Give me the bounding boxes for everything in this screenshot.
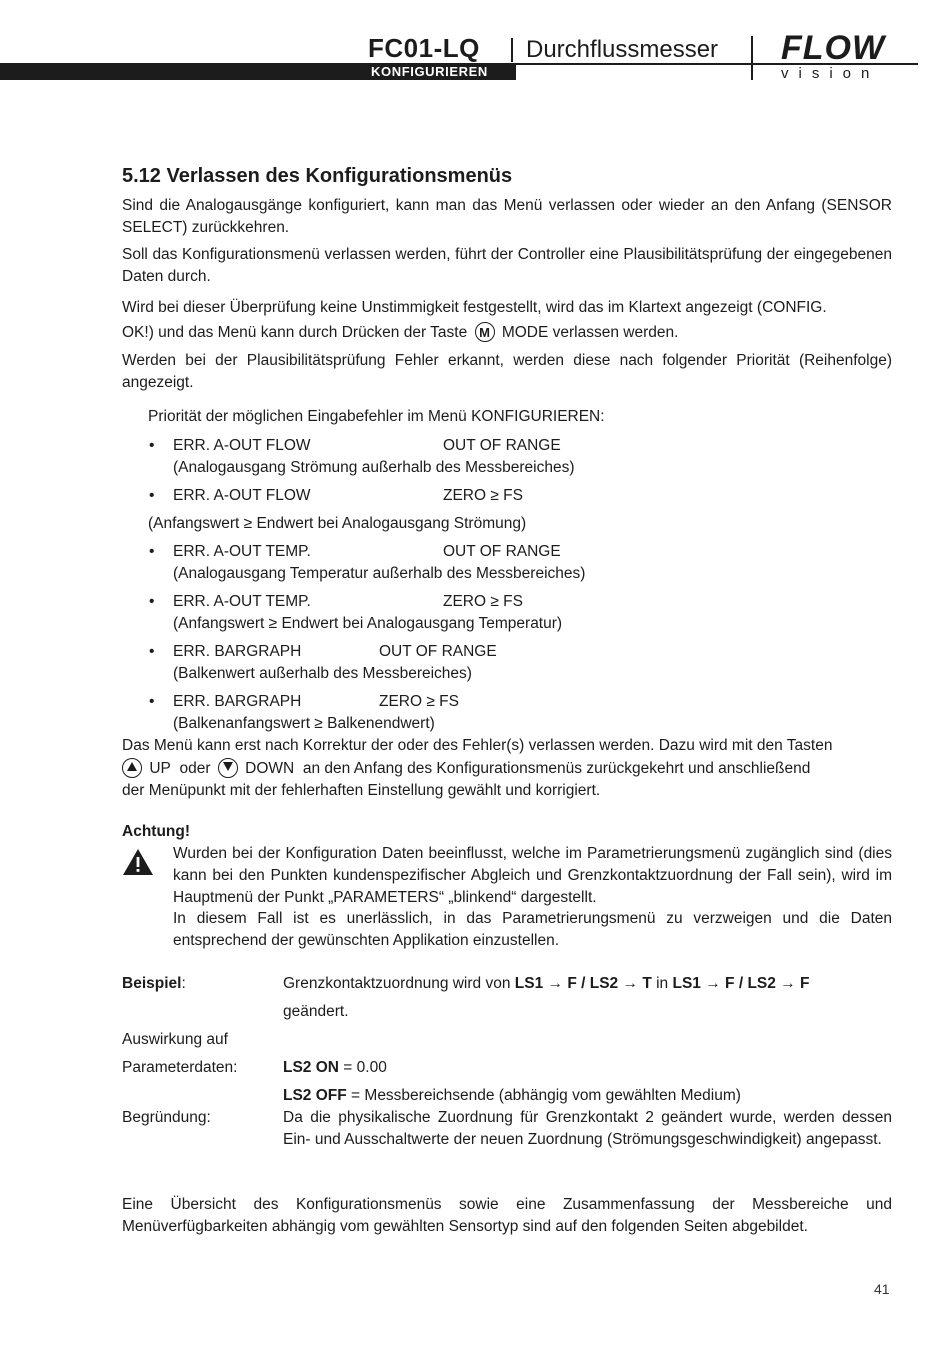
down-key-icon	[218, 758, 238, 778]
reason-text: Da die physikalische Zuordnung für Grenzkontakt 2 geändert wurde, werden dessen Ein- und Ausschaltwerte der neuen Zuordnung (Strömungsgeschwindigkeit) angepasst.	[283, 1109, 892, 1148]
error-status: OUT OF RANGE	[443, 437, 561, 454]
error-status: ZERO ≥ FS	[443, 593, 523, 610]
error-status: ZERO ≥ FS	[379, 693, 459, 710]
error-code: ERR. BARGRAPH	[173, 643, 302, 660]
bullet: •	[149, 643, 155, 660]
bullet: •	[149, 437, 155, 454]
ls2-off-value: LS2 OFF = Messbereichsende (abhängig vom gewählten Medium)	[283, 1087, 741, 1104]
paragraph-config-ok-line1: Wird bei dieser Überprüfung keine Unstimmigkeit festgestellt, wird das im Klartext angezeigt (CONFIG.	[122, 299, 827, 316]
logo-subtitle: vision	[781, 65, 880, 82]
example-line1: Grenzkontaktzuordnung wird von LS1 → F / LS2 → T in LS1 → F / LS2 → F	[283, 975, 810, 992]
error-code: ERR. A-OUT FLOW	[173, 487, 311, 504]
bullet: •	[149, 593, 155, 610]
section-title: 5.12 Verlassen des Konfigurationsmenüs	[122, 165, 513, 187]
paragraph-priority: Werden bei der Plausibilitätsprüfung Fehler erkannt, werden diese nach folgender Priorität (Reihenfolge) angezeigt.	[122, 352, 892, 391]
paragraph-plausibility: Soll das Konfigurationsmenü verlassen werden, führt der Controller eine Plausibilitätsprüfung der eingegebenen Daten durch.	[122, 246, 892, 285]
bullet: •	[149, 693, 155, 710]
warning-paragraph-2: In diesem Fall ist es unerlässlich, in das Parametrierungsmenü zu verzweigen und die Daten entsprechend der gewünschten Applikation einzustellen.	[173, 910, 892, 949]
flow-vision-logo: FLOW	[781, 29, 886, 67]
warning-paragraph-1: Wurden bei der Konfiguration Daten beeinflusst, welche im Parametrierungsmenü zugänglich sind (dies kann bei den Punkten kundenspezifischer Abgleich und Grenzkontaktzuordnung der Fall sein), wird im Hauptmenü der Punkt „PARAMETERS“ „blinkend“ dargestellt.	[173, 845, 892, 906]
error-code: ERR. BARGRAPH	[173, 693, 302, 710]
bullet: •	[149, 543, 155, 560]
overview-paragraph: Eine Übersicht des Konfigurationsmenüs sowie eine Zusammenfassung der Messbereiche und Menüverfügbarkeiten abhängig vom gewählten Sensortyp sind auf den folgenden Seiten abgebildet.	[122, 1196, 892, 1235]
error-code: ERR. A-OUT TEMP.	[173, 593, 311, 610]
logo-divider	[751, 36, 753, 80]
error-status: OUT OF RANGE	[443, 543, 561, 560]
page-number: 41	[874, 1281, 890, 1297]
header-separator	[511, 38, 513, 62]
error-code: ERR. A-OUT TEMP.	[173, 543, 311, 560]
reason-label: Begründung:	[122, 1109, 211, 1126]
header-rule	[516, 63, 752, 65]
error-status: ZERO ≥ FS	[443, 487, 523, 504]
header-model: FC01-LQ	[368, 33, 480, 63]
effect-label-line1: Auswirkung auf	[122, 1031, 228, 1048]
up-key-icon	[122, 758, 142, 778]
effect-label-line2: Parameterdaten:	[122, 1059, 238, 1076]
error-description: (Balkenwert außerhalb des Messbereiches)	[173, 665, 472, 682]
error-description: (Analogausgang Strömung außerhalb des Messbereiches)	[173, 459, 575, 476]
header-section-label: KONFIGURIEREN	[371, 64, 488, 79]
paragraph-intro: Sind die Analogausgänge konfiguriert, kann man das Menü verlassen oder wieder an den Anfang (SENSOR SELECT) zurückkehren.	[122, 197, 892, 236]
ls2-on-value: LS2 ON = 0.00	[283, 1059, 387, 1076]
paragraph-config-ok-line2: OK!) und das Menü kann durch Drücken der Taste M MODE verlassen werden.	[122, 322, 678, 344]
error-description: (Balkenanfangswert ≥ Balkenendwert)	[173, 715, 435, 732]
warning-title: Achtung!	[122, 823, 191, 840]
error-description: (Anfangswert ≥ Endwert bei Analogausgang Temperatur)	[173, 615, 563, 632]
error-list-intro: Priorität der möglichen Eingabefehler im Menü KONFIGURIEREN:	[148, 408, 605, 425]
mode-key-icon: M	[475, 322, 495, 342]
correction-text-line3: der Menüpunkt mit der fehlerhaften Einstellung gewählt und korrigiert.	[122, 782, 601, 799]
error-code: ERR. A-OUT FLOW	[173, 437, 311, 454]
error-description: (Analogausgang Temperatur außerhalb des Messbereiches)	[173, 565, 586, 582]
bullet: •	[149, 487, 155, 504]
correction-text-line2: UP oder DOWN an den Anfang des Konfigurationsmenüs zurückgekehrt und anschließend	[122, 758, 810, 780]
error-status: OUT OF RANGE	[379, 643, 497, 660]
correction-text-line1: Das Menü kann erst nach Korrektur der oder des Fehler(s) verlassen werden. Dazu wird mit den Tasten	[122, 737, 833, 754]
example-line2: geändert.	[283, 1003, 349, 1020]
error-description: (Anfangswert ≥ Endwert bei Analogausgang Strömung)	[148, 515, 527, 532]
warning-triangle-icon	[122, 848, 154, 876]
header-product: Durchflussmesser	[526, 36, 719, 63]
example-label: Beispiel:	[122, 975, 186, 992]
